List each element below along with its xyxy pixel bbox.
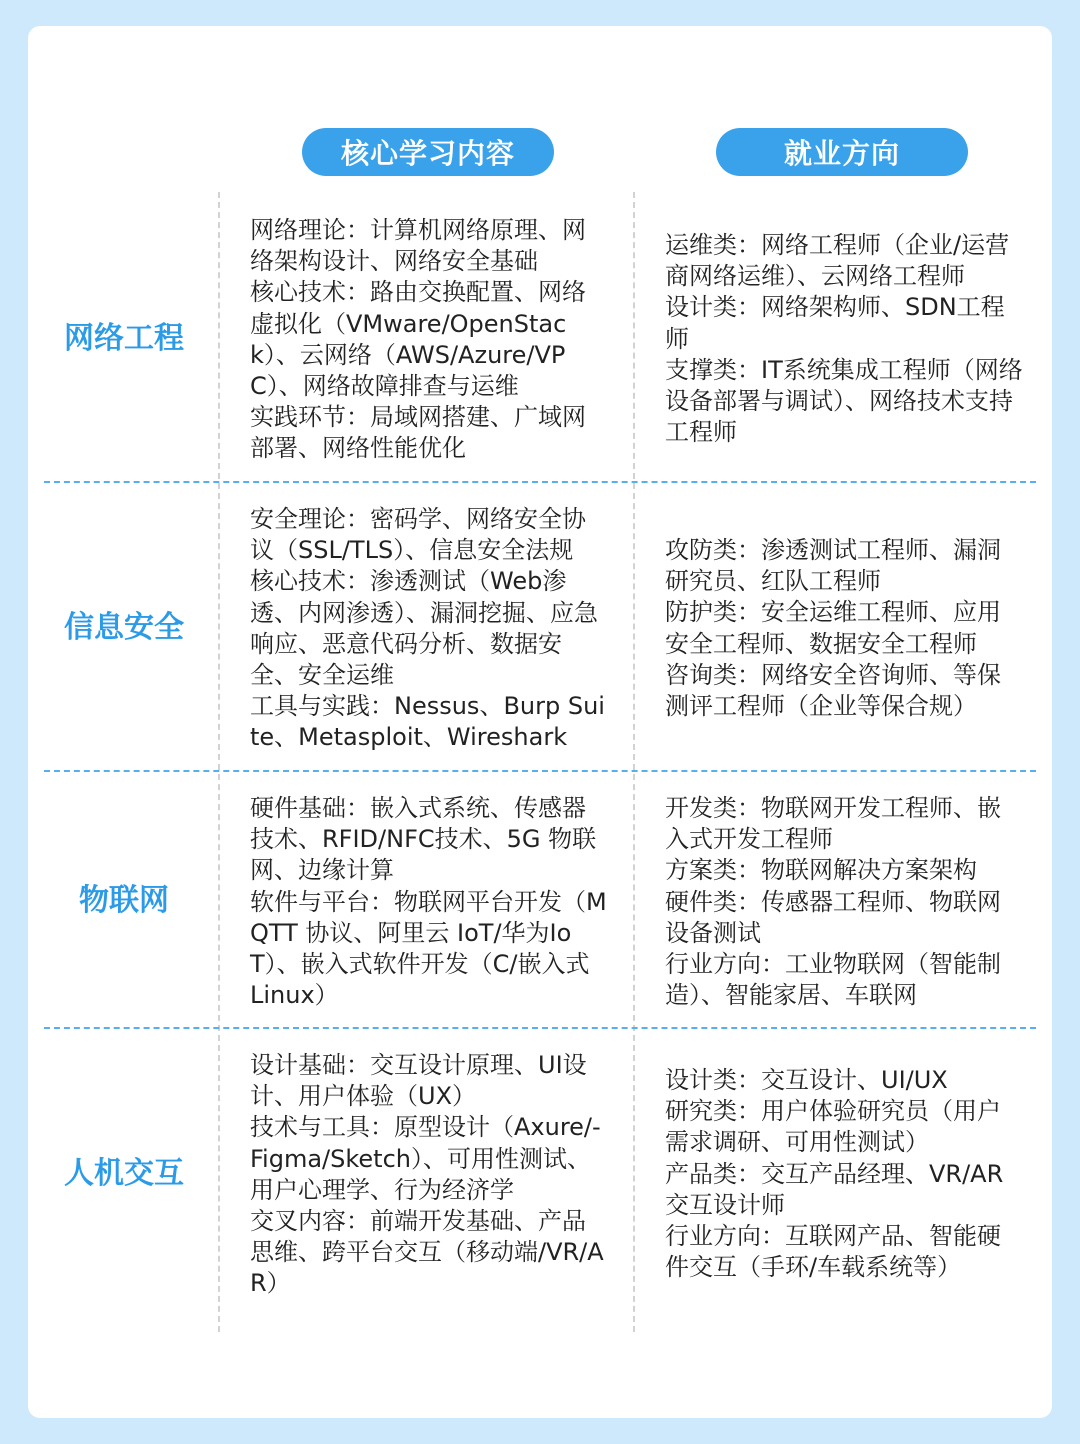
- learn-item: 硬件基础：嵌入式系统、传感器技术、RFID/NFC技术、5G 物联网、边缘计算: [250, 794, 597, 885]
- learn-item: 网络理论：计算机网络原理、网络架构设计、网络安全基础: [250, 216, 586, 276]
- category-label-network-engineering: 网络工程: [64, 321, 184, 356]
- learn-header-label: 核心学习内容: [340, 137, 515, 170]
- learn-item: 设计基础：交互设计原理、UI设计、用户体验（UX）: [250, 1051, 587, 1111]
- career-item: 方案类：物联网解决方案架构: [665, 856, 977, 885]
- learn-cell-iot: [250, 793, 608, 1011]
- learn-item: 实践环节：局域网搭建、广域网部署、网络性能优化: [250, 403, 586, 463]
- career-cell-network-engineering: [665, 230, 1023, 448]
- career-item: 开发类：物联网开发工程师、嵌入式开发工程师: [665, 794, 1001, 854]
- learn-item: 工具与实践：Nessus、Burp Suite、Metasploit、Wireshark: [250, 692, 605, 752]
- career-item: 硬件类：传感器工程师、物联网设备测试: [665, 887, 1001, 947]
- career-item: 运维类：网络工程师（企业/运营商网络运维）、云网络工程师: [665, 231, 1010, 291]
- career-item: 行业方向：工业物联网（智能制造）、智能家居、车联网: [665, 950, 1001, 1010]
- career-item: 设计类：交互设计、UI/UX: [665, 1066, 948, 1094]
- learn-item: 核心技术：路由交换配置、网络虚拟化（VMware/OpenStack）、云网络（AWS/Azure/VPC）、网络故障排查与运维: [250, 278, 586, 401]
- career-header-label: 就业方向: [783, 137, 900, 170]
- career-cell-iot: [665, 793, 1023, 1011]
- category-label-hci: 人机交互: [64, 1156, 184, 1191]
- learn-item: 技术与工具：原型设计（Axure/-Figma/Sketch）、可用性测试、用户心理学、行为经济学: [250, 1113, 601, 1204]
- learn-item: 安全理论：密码学、网络安全协议（SSL/TLS）、信息安全法规: [250, 505, 586, 565]
- row-divider-2: [44, 770, 1036, 772]
- career-item: 行业方向：互联网产品、智能硬件交互（手环/车载系统等）: [665, 1222, 1001, 1282]
- career-item: 研究类：用户体验研究员（用户需求调研、可用性测试）: [665, 1097, 1001, 1157]
- learn-item: 交叉内容：前端开发基础、产品思维、跨平台交互（移动端/VR/AR）: [250, 1207, 604, 1298]
- career-item: 设计类：网络架构师、SDN工程师: [665, 293, 1005, 353]
- learn-cell-information-security: [250, 504, 608, 754]
- row-divider-1: [44, 481, 1036, 483]
- column-divider-right: [633, 192, 635, 1332]
- career-cell-hci: [665, 1065, 1023, 1283]
- category-label-iot: 物联网: [79, 883, 169, 918]
- career-item: 支撑类：IT系统集成工程师（网络设备部署与调试）、网络技术支持工程师: [665, 355, 1023, 447]
- career-cell-information-security: [665, 535, 1023, 722]
- career-header-pill: [716, 128, 968, 176]
- learn-cell-hci: [250, 1050, 608, 1300]
- career-item: 攻防类：渗透测试工程师、漏洞研究员、红队工程师: [665, 536, 1001, 596]
- learn-item: 核心技术：渗透测试（Web渗透、内网渗透）、漏洞挖掘、应急响应、恶意代码分析、数据安全、安全运维: [250, 567, 598, 690]
- career-item: 产品类：交互产品经理、VR/AR交互设计师: [665, 1159, 1004, 1219]
- row-divider-3: [44, 1027, 1036, 1029]
- career-item: 咨询类：网络安全咨询师、等保测评工程师（企业等保合规）: [665, 660, 1001, 721]
- learn-item: 软件与平台：物联网平台开发（MQTT 协议、阿里云 IoT/华为IoT）、嵌入式软件开发（C/嵌入式 Linux）: [250, 887, 607, 1010]
- column-divider-left: [218, 192, 220, 1332]
- category-label-information-security: 信息安全: [64, 610, 184, 645]
- learn-cell-network-engineering: [250, 215, 608, 465]
- career-item: 防护类：安全运维工程师、应用安全工程师、数据安全工程师: [665, 598, 1001, 658]
- learn-header-pill: [302, 128, 554, 176]
